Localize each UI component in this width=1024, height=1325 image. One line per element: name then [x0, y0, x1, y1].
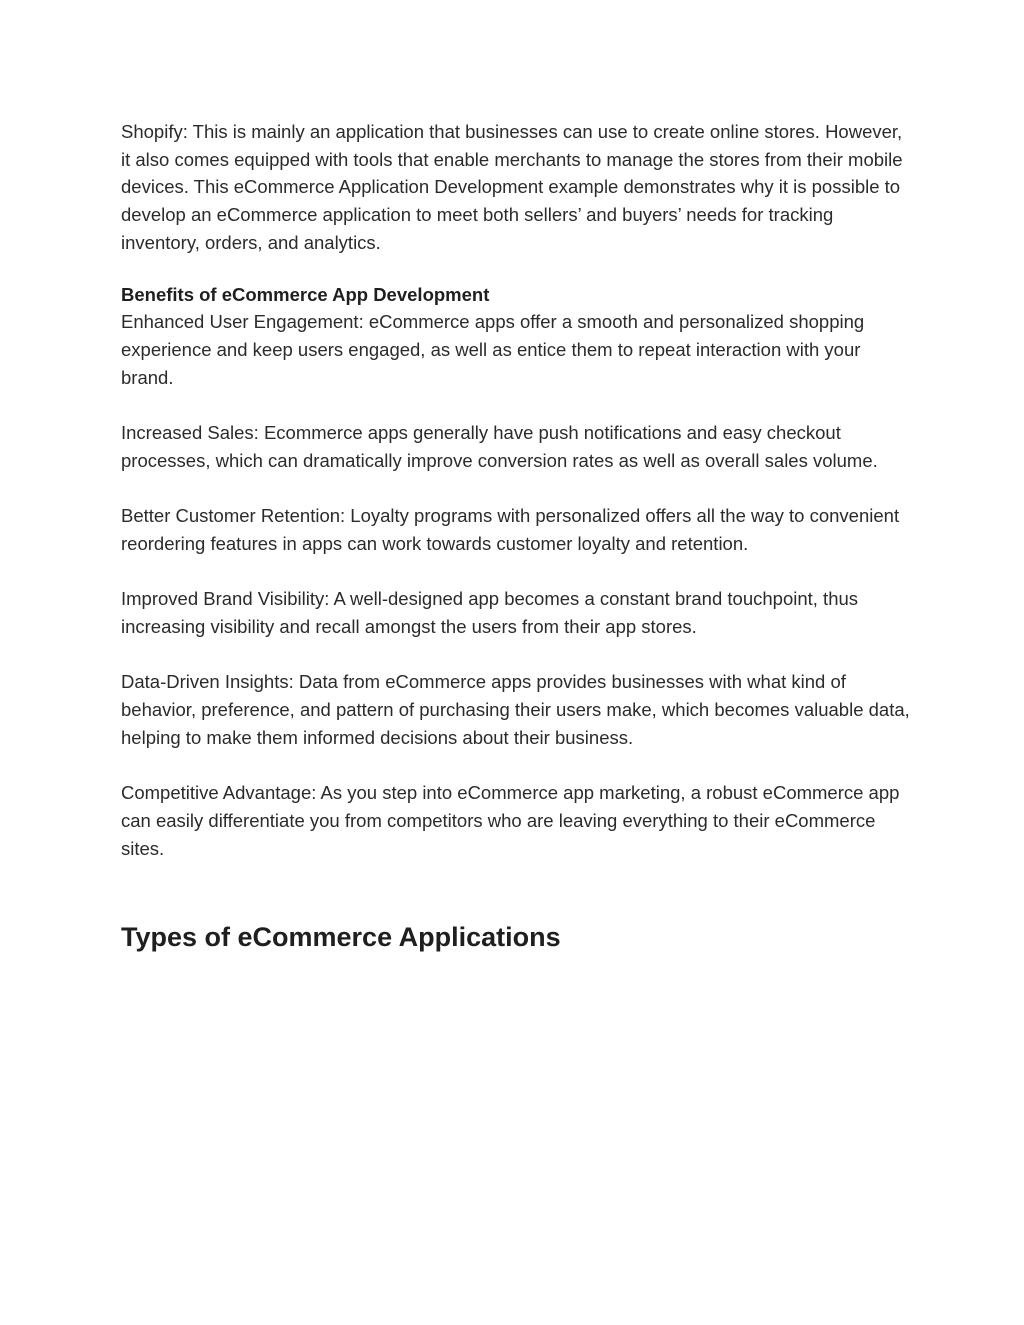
benefit-better-customer-retention: Better Customer Retention: Loyalty programs with personalized offers all the way to convenient reordering features in apps can work towards customer loyalty and retention. — [121, 505, 900, 554]
benefit-enhanced-user-engagement: Enhanced User Engagement: eCommerce apps offer a smooth and personalized shopping experience and keep users engaged, as well as entice them to repeat interaction with your brand. — [121, 311, 865, 388]
types-section-heading: Types of eCommerce Applications — [121, 922, 561, 953]
benefit-competitive-advantage: Competitive Advantage: As you step into eCommerce app marketing, a robust eCommerce app can easily differentiate you from competitors who are leaving everything to their eCommerce sites. — [121, 782, 900, 859]
benefit-improved-brand-visibility: Improved Brand Visibility: A well-designed app becomes a constant brand touchpoint, thus increasing visibility and recall amongst the users from their app stores. — [121, 588, 859, 637]
benefits-heading: Benefits of eCommerce App Development — [121, 283, 490, 305]
shopify-paragraph: Shopify: This is mainly an application that businesses can use to create online stores. However, it also comes equipped with tools that enable merchants to manage the stores from their mobile devices. This eCommerce Application Development example demonstrates why it is possible to develop an eCommerce application to meet both sellers’ and buyers’ needs for tracking inventory, orders, and analytics. — [121, 121, 903, 253]
benefit-data-driven-insights: Data-Driven Insights: Data from eCommerce apps provides businesses with what kind of behavior, preference, and pattern of purchasing their users make, which becomes valuable data, helping to make them informed decisions about their business. — [121, 671, 910, 748]
document-page — [121, 118, 911, 955]
benefit-increased-sales: Increased Sales: Ecommerce apps generally have push notifications and easy checkout processes, which can dramatically improve conversion rates as well as overall sales volume. — [121, 422, 878, 471]
benefits-list — [121, 308, 911, 862]
